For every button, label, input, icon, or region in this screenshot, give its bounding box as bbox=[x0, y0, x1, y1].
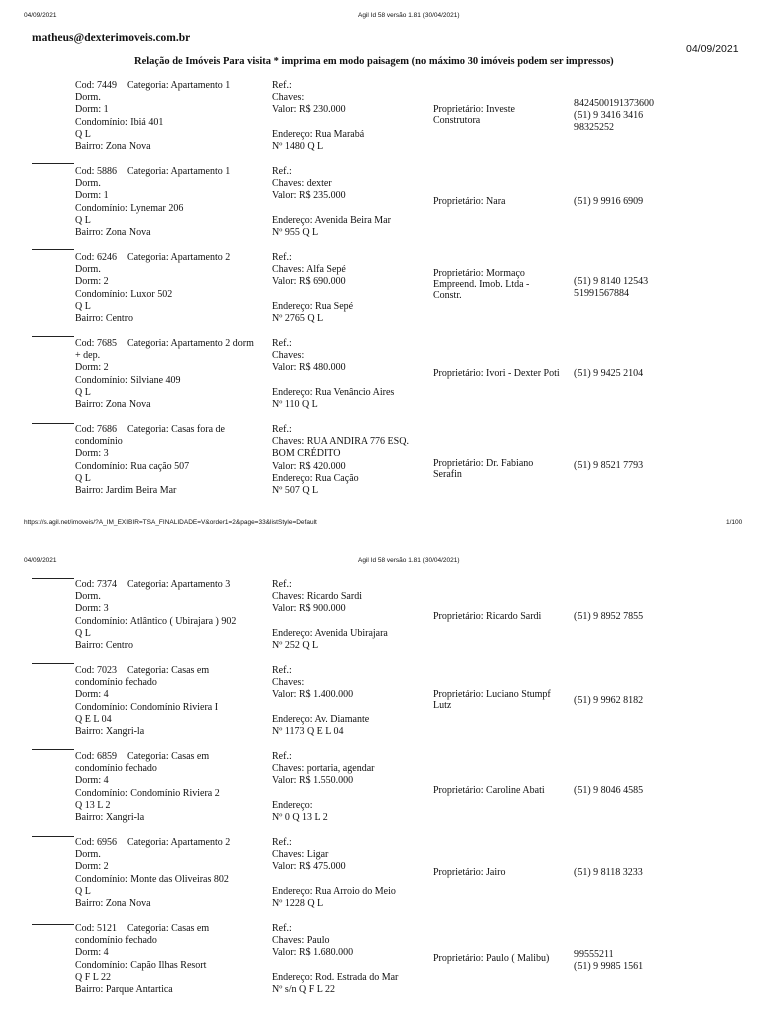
phone-number[interactable]: (51) 9 9916 6909 bbox=[574, 196, 644, 207]
listing-code-row bbox=[75, 338, 254, 350]
owner-line: Proprietário: Luciano Stumpf bbox=[433, 689, 551, 700]
listing-separator bbox=[32, 249, 74, 250]
listing-address-block bbox=[272, 166, 391, 239]
listing-separator bbox=[32, 423, 74, 424]
listing-category: Categoria: Apartamento 1 bbox=[126, 166, 231, 177]
listing-number: Nº 2765 Q L bbox=[272, 313, 324, 324]
listing-dorm: Dorm: 2 bbox=[75, 276, 109, 288]
listing-ref: Ref.: bbox=[272, 579, 292, 590]
listing-code: Cod: 5886 bbox=[75, 166, 117, 177]
listing-details[interactable] bbox=[75, 338, 254, 411]
listing-phones bbox=[574, 368, 643, 380]
listing-separator bbox=[32, 663, 74, 664]
listing-ql: Q 13 L 2 bbox=[75, 799, 111, 811]
listing-dorm-label: condomínio fechado bbox=[75, 677, 157, 689]
listing-ref: Ref.: bbox=[272, 80, 292, 91]
listing-bairro: Bairro: Zona Nova bbox=[75, 141, 151, 153]
listing-number: Nº 507 Q L bbox=[272, 485, 319, 497]
listing-number: Nº 0 Q 13 L 2 bbox=[272, 812, 328, 823]
listing-code: Cod: 7449 bbox=[75, 80, 117, 91]
listing-owner bbox=[433, 368, 560, 379]
listing-category: Categoria: Casas fora de bbox=[126, 424, 225, 435]
page-title: Relação de Imóveis Para visita * imprima em modo paisagem (no máximo 30 imóveis podem ser impressos) bbox=[134, 56, 614, 67]
listing-owner bbox=[433, 953, 549, 964]
report-date: 04/09/2021 bbox=[686, 43, 739, 55]
listing-keys-cont: BOM CRÉDITO bbox=[272, 448, 341, 460]
phone-number[interactable]: 51991567884 bbox=[574, 288, 629, 300]
listing-ql: Q L bbox=[75, 300, 91, 312]
listing-code-row bbox=[75, 424, 225, 436]
listing-details[interactable] bbox=[75, 424, 225, 497]
listing-category: Categoria: Apartamento 2 bbox=[126, 252, 231, 263]
listing-ql: Q L bbox=[75, 214, 91, 226]
listing-owner bbox=[433, 196, 505, 207]
listing-number: Nº 1480 Q L bbox=[272, 141, 324, 152]
listing-code: Cod: 6246 bbox=[75, 252, 117, 263]
listing-separator bbox=[32, 836, 74, 837]
app-version-page2: Agil Id 58 versão 1.81 (30/04/2021) bbox=[358, 557, 460, 564]
phone-number[interactable]: (51) 9 9962 8182 bbox=[574, 695, 644, 706]
listing-address-block bbox=[272, 252, 353, 325]
listing-address-block bbox=[272, 923, 398, 996]
listing-bairro: Bairro: Zona Nova bbox=[75, 227, 151, 239]
phone-number[interactable]: (51) 9 8140 12543 bbox=[574, 276, 649, 287]
listing-dorm-label: condomínio bbox=[75, 436, 123, 448]
listing-dorm: Dorm: 4 bbox=[75, 947, 109, 959]
listing-phones bbox=[574, 949, 643, 973]
listing-code: Cod: 7023 bbox=[75, 665, 117, 676]
listing-condominio: Condomínio: Condomínio Riviera I bbox=[75, 701, 219, 713]
listing-details[interactable] bbox=[75, 80, 230, 153]
listing-phones bbox=[574, 611, 643, 623]
owner-line: Proprietário: Ricardo Sardi bbox=[433, 611, 542, 622]
listing-ref: Ref.: bbox=[272, 338, 292, 349]
listing-price: Valor: R$ 1.400.000 bbox=[272, 689, 354, 701]
listing-code-row bbox=[75, 579, 236, 591]
owner-line: Lutz bbox=[433, 700, 452, 711]
listing-category: Categoria: Casas em bbox=[126, 665, 210, 676]
listing-category: Categoria: Apartamento 2 bbox=[126, 837, 231, 848]
listing-category: Categoria: Apartamento 3 bbox=[126, 579, 231, 590]
phone-number[interactable]: 98325252 bbox=[574, 122, 614, 134]
listing-phones bbox=[574, 867, 643, 879]
listing-category: Categoria: Casas em bbox=[126, 751, 210, 762]
listing-address-block bbox=[272, 338, 394, 411]
listing-condominio: Condomínio: Condomínio Riviera 2 bbox=[75, 787, 220, 799]
listing-phones bbox=[574, 460, 643, 472]
listing-dorm-label: Dorm. bbox=[75, 591, 101, 603]
listing-owner bbox=[433, 785, 545, 796]
listing-dorm: Dorm: 4 bbox=[75, 689, 109, 701]
listing-address-block bbox=[272, 424, 409, 497]
owner-line: Proprietário: Jairo bbox=[433, 867, 506, 878]
listing-price: Valor: R$ 690.000 bbox=[272, 276, 346, 288]
listing-phones bbox=[574, 98, 654, 135]
listing-phones bbox=[574, 276, 648, 300]
listing-details[interactable] bbox=[75, 923, 209, 996]
listing-separator bbox=[32, 578, 74, 579]
listing-condominio: Condomínio: Monte das Oliveiras 802 bbox=[75, 873, 229, 885]
listing-price: Valor: R$ 235.000 bbox=[272, 190, 346, 202]
listing-category: Categoria: Casas em bbox=[126, 923, 210, 934]
listing-ql: Q L bbox=[75, 128, 91, 140]
listing-details[interactable] bbox=[75, 579, 236, 652]
owner-line: Proprietário: Nara bbox=[433, 196, 506, 207]
listing-condominio: Condomínio: Rua cação 507 bbox=[75, 460, 190, 472]
listing-price: Valor: R$ 480.000 bbox=[272, 362, 346, 374]
phone-number[interactable]: (51) 9 8952 7855 bbox=[574, 611, 644, 622]
listing-street: Endereço: Rua Sepé bbox=[272, 300, 354, 312]
listing-code: Cod: 7685 bbox=[75, 338, 117, 349]
listing-details[interactable] bbox=[75, 837, 230, 910]
listing-condominio: Condomínio: Luxor 502 bbox=[75, 288, 173, 300]
listing-bairro: Bairro: Jardim Beira Mar bbox=[75, 485, 177, 497]
owner-line: Empreend. Imob. Ltda - bbox=[433, 279, 530, 290]
listing-number: Nº s/n Q F L 22 bbox=[272, 984, 336, 995]
listing-street: Endereço: Rua Venâncio Aires bbox=[272, 386, 395, 398]
listing-street: Endereço: Rua Cação bbox=[272, 472, 359, 484]
listing-address-block bbox=[272, 751, 374, 824]
listing-details[interactable] bbox=[75, 166, 230, 239]
listing-ql: Q L bbox=[75, 386, 91, 398]
phone-number[interactable]: (51) 9 3416 3416 bbox=[574, 110, 644, 122]
listing-condominio: Condomínio: Lynemar 206 bbox=[75, 202, 184, 214]
listing-keys: Chaves: RUA ANDIRA 776 ESQ. bbox=[272, 436, 409, 448]
phone-number[interactable]: (51) 9 8046 4585 bbox=[574, 785, 644, 796]
listing-ql: Q F L 22 bbox=[75, 971, 112, 983]
listing-street: Endereço: Avenida Beira Mar bbox=[272, 214, 391, 226]
owner-line: Proprietário: Mormaço bbox=[433, 268, 525, 279]
print-date-page2: 04/09/2021 bbox=[24, 557, 57, 564]
listing-category: Categoria: Apartamento 2 dorm bbox=[126, 338, 254, 349]
listing-ref: Ref.: bbox=[272, 837, 292, 848]
listing-ref: Ref.: bbox=[272, 252, 292, 263]
listing-keys: Chaves: bbox=[272, 350, 305, 362]
listing-code-row bbox=[75, 751, 220, 763]
listing-owner bbox=[433, 268, 529, 301]
listing-price: Valor: R$ 1.550.000 bbox=[272, 775, 354, 787]
listing-details[interactable] bbox=[75, 252, 230, 325]
owner-line: Proprietário: Ivori - Dexter Poti bbox=[433, 368, 560, 379]
listing-owner bbox=[433, 867, 505, 878]
phone-number[interactable]: (51) 9 9425 2104 bbox=[574, 368, 644, 379]
listing-dorm: Dorm: 1 bbox=[75, 104, 109, 116]
listing-keys: Chaves: Ligar bbox=[272, 849, 329, 861]
listing-number: Nº 252 Q L bbox=[272, 640, 319, 651]
listing-dorm: Dorm: 1 bbox=[75, 190, 109, 202]
listing-ref: Ref.: bbox=[272, 665, 292, 676]
print-date: 04/09/2021 bbox=[24, 12, 57, 19]
listing-phones bbox=[574, 196, 643, 208]
listing-dorm: Dorm: 2 bbox=[75, 861, 109, 873]
listing-keys: Chaves: Ricardo Sardi bbox=[272, 591, 362, 603]
listing-price: Valor: R$ 230.000 bbox=[272, 104, 346, 116]
print-url[interactable]: https://s.agil.net/imoveis/?A_IM_EXIBIR=TSA_FINALIDADE=V&order1=2&page=33&listStyle=Default bbox=[24, 519, 317, 526]
listing-code: Cod: 7686 bbox=[75, 424, 117, 435]
listing-bairro: Bairro: Parque Antartica bbox=[75, 984, 173, 996]
listing-code: Cod: 6956 bbox=[75, 837, 117, 848]
listing-condominio: Condomínio: Capão Ilhas Resort bbox=[75, 959, 207, 971]
listing-street: Endereço: bbox=[272, 799, 313, 811]
listing-number: Nº 110 Q L bbox=[272, 399, 318, 410]
listing-dorm: Dorm: 4 bbox=[75, 775, 109, 787]
listing-ql: Q E L 04 bbox=[75, 713, 112, 725]
listing-keys: Chaves: bbox=[272, 677, 305, 689]
listing-condominio: Condomínio: Ibiá 401 bbox=[75, 116, 164, 128]
listing-address-block bbox=[272, 837, 396, 910]
app-version: Agil Id 58 versão 1.81 (30/04/2021) bbox=[358, 12, 460, 19]
owner-line: Proprietário: Paulo ( Malibu) bbox=[433, 953, 550, 964]
listing-category: Categoria: Apartamento 1 bbox=[126, 80, 231, 91]
listing-ref: Ref.: bbox=[272, 166, 292, 177]
listing-price: Valor: R$ 900.000 bbox=[272, 603, 346, 615]
listing-condominio: Condomínio: Silviane 409 bbox=[75, 374, 181, 386]
listing-ref: Ref.: bbox=[272, 424, 292, 435]
listing-bairro: Bairro: Zona Nova bbox=[75, 898, 151, 910]
listing-bairro: Bairro: Zona Nova bbox=[75, 399, 151, 411]
phone-number[interactable]: (51) 9 9985 1561 bbox=[574, 961, 644, 973]
listing-street: Endereço: Avenida Ubirajara bbox=[272, 627, 388, 639]
listing-keys: Chaves: bbox=[272, 92, 305, 104]
listing-bairro: Bairro: Centro bbox=[75, 313, 134, 325]
phone-number[interactable]: (51) 9 8118 3233 bbox=[574, 867, 643, 878]
owner-line: Proprietário: Investe bbox=[433, 104, 515, 115]
listing-code-row bbox=[75, 837, 230, 849]
listing-dorm-label: Dorm. bbox=[75, 178, 101, 190]
listing-address-block bbox=[272, 579, 388, 652]
user-email: matheus@dexterimoveis.com.br bbox=[32, 32, 191, 44]
owner-line: Constr. bbox=[433, 290, 462, 301]
listing-code-row bbox=[75, 665, 218, 677]
listing-owner bbox=[433, 689, 551, 711]
listing-phones bbox=[574, 785, 643, 797]
listing-street: Endereço: Rod. Estrada do Mar bbox=[272, 971, 399, 983]
listing-code: Cod: 7374 bbox=[75, 579, 117, 590]
listing-dorm-label: + dep. bbox=[75, 350, 101, 362]
listing-dorm-label: condomínio fechado bbox=[75, 935, 157, 947]
listing-owner bbox=[433, 104, 515, 126]
listing-ref: Ref.: bbox=[272, 751, 292, 762]
page-number: 1/100 bbox=[726, 519, 743, 526]
listing-ql: Q L bbox=[75, 885, 91, 897]
listing-details[interactable] bbox=[75, 665, 218, 738]
listing-keys: Chaves: portaria, agendar bbox=[272, 763, 375, 775]
listing-street: Endereço: Av. Diamante bbox=[272, 713, 370, 725]
listing-details[interactable] bbox=[75, 751, 220, 824]
listing-owner bbox=[433, 611, 541, 622]
phone-number[interactable]: 8424500191373600 bbox=[574, 98, 654, 109]
listing-code-row bbox=[75, 166, 230, 178]
listing-dorm-label: Dorm. bbox=[75, 92, 101, 104]
listing-phones bbox=[574, 695, 643, 707]
listing-separator bbox=[32, 924, 74, 925]
listing-dorm: Dorm: 3 bbox=[75, 603, 109, 615]
listing-price: Valor: R$ 1.680.000 bbox=[272, 947, 354, 959]
listing-street: Endereço: Rua Arroio do Meio bbox=[272, 885, 396, 897]
listing-number: Nº 955 Q L bbox=[272, 227, 319, 238]
listing-code: Cod: 5121 bbox=[75, 923, 117, 934]
listing-price: Valor: R$ 420.000 bbox=[272, 460, 346, 472]
listing-code: Cod: 6859 bbox=[75, 751, 117, 762]
listing-number: Nº 1173 Q E L 04 bbox=[272, 726, 344, 737]
listing-dorm-label: Dorm. bbox=[75, 264, 101, 276]
listing-keys: Chaves: Paulo bbox=[272, 935, 330, 947]
listing-separator bbox=[32, 336, 74, 337]
phone-number[interactable]: (51) 9 8521 7793 bbox=[574, 460, 644, 471]
listing-code-row bbox=[75, 252, 230, 264]
listing-dorm-label: Dorm. bbox=[75, 849, 101, 861]
listing-street: Endereço: Rua Marabá bbox=[272, 128, 365, 140]
listing-keys: Chaves: Alfa Sepé bbox=[272, 264, 346, 276]
listing-ql: Q L bbox=[75, 472, 91, 484]
listing-keys: Chaves: dexter bbox=[272, 178, 332, 190]
listing-bairro: Bairro: Xangri-la bbox=[75, 726, 145, 738]
listing-bairro: Bairro: Xangri-la bbox=[75, 812, 145, 824]
listing-code-row bbox=[75, 80, 230, 92]
listing-ql: Q L bbox=[75, 627, 91, 639]
listing-dorm: Dorm: 2 bbox=[75, 362, 109, 374]
owner-line: Proprietário: Caroline Abati bbox=[433, 785, 545, 796]
listing-ref: Ref.: bbox=[272, 923, 292, 934]
owner-line: Serafin bbox=[433, 469, 462, 480]
listing-number: Nº 1228 Q L bbox=[272, 898, 324, 909]
listing-condominio: Condomínio: Atlântico ( Ubirajara ) 902 bbox=[75, 615, 237, 627]
listing-separator bbox=[32, 163, 74, 164]
listing-dorm-label: condomínio fechado bbox=[75, 763, 157, 775]
listing-price: Valor: R$ 475.000 bbox=[272, 861, 346, 873]
owner-line: Proprietário: Dr. Fabiano bbox=[433, 458, 534, 469]
listing-code-row bbox=[75, 923, 209, 935]
phone-number[interactable]: 99555211 bbox=[574, 949, 614, 960]
listing-owner bbox=[433, 458, 533, 480]
listing-bairro: Bairro: Centro bbox=[75, 640, 134, 652]
listing-dorm: Dorm: 3 bbox=[75, 448, 109, 460]
listing-address-block bbox=[272, 80, 364, 153]
owner-line: Construtora bbox=[433, 115, 481, 126]
listing-separator bbox=[32, 749, 74, 750]
listing-address-block bbox=[272, 665, 369, 738]
